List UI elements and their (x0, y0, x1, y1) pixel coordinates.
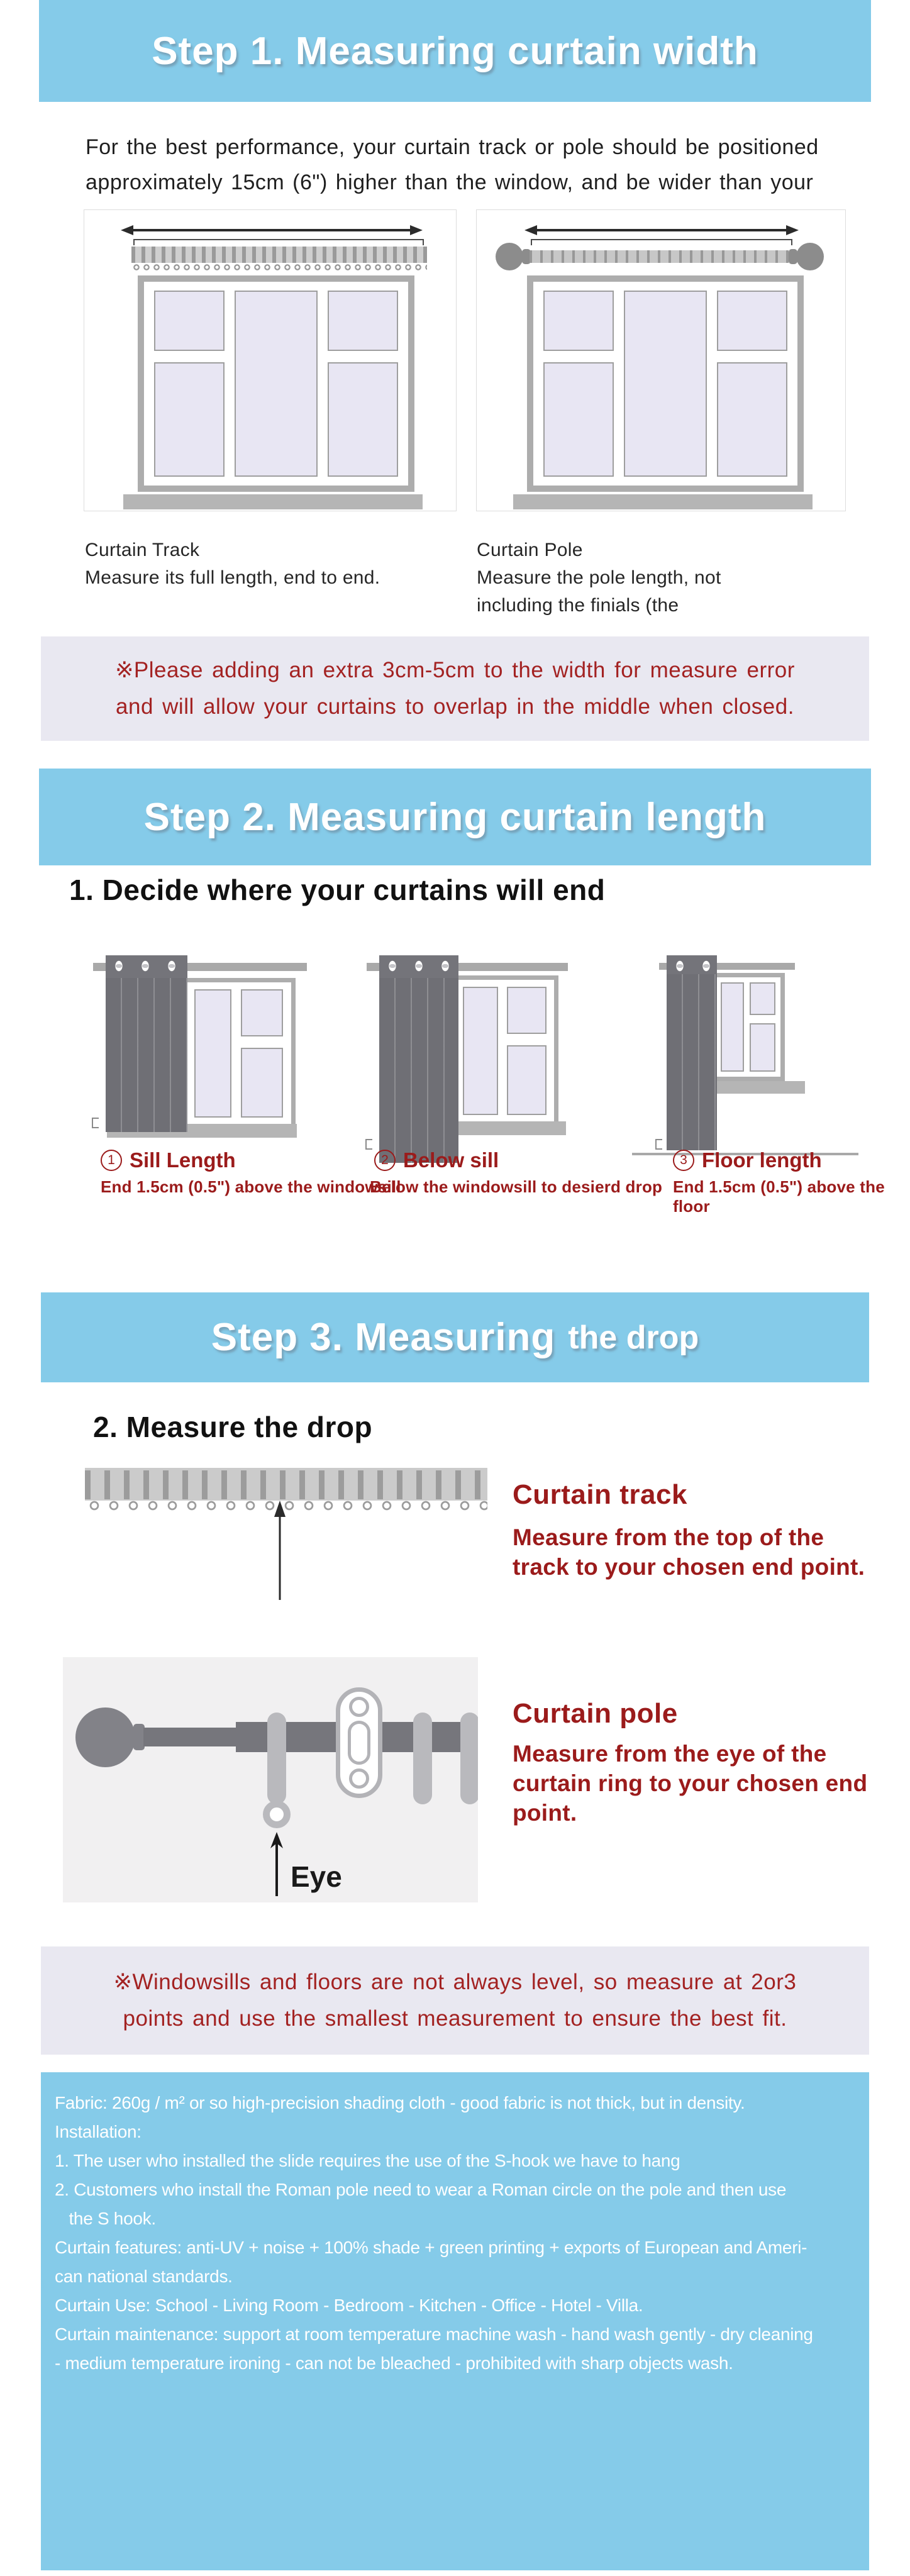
measure-bracket-icon (365, 1139, 372, 1150)
circle-number: 2 (374, 1150, 396, 1171)
curtain-track-diagram (84, 209, 457, 511)
window-pane (507, 987, 546, 1034)
pole-drop-diagram (63, 1657, 478, 1902)
curtain-pole-label: Curtain pole (513, 1698, 678, 1729)
width-arrow-icon (121, 224, 423, 236)
step3-heading: 2. Measure the drop (93, 1411, 373, 1443)
measure-bracket-icon (655, 1139, 662, 1150)
step1-banner-title: Step 1. Measuring curtain width (152, 29, 758, 73)
curtain-pole-diagram (476, 209, 846, 511)
footer-line: - medium temperature ironing - can not be bleached - prohibited with sharp objects wash. (55, 2353, 733, 2373)
length-option-sill (88, 953, 314, 1160)
footer-line: Curtain features: anti-UV + noise + 100% shade + green printing + exports of European and Ameri- (55, 2238, 807, 2257)
intro-line: approximately 15cm (6") higher than the window, and be wider than your (86, 170, 814, 194)
step3-banner-subtitle: the drop (568, 1319, 699, 1356)
footer-line: Curtain Use: School - Living Room - Bedroom - Kitchen - Office - Hotel - Villa. (55, 2296, 643, 2315)
window-pane (235, 291, 318, 477)
curtain-pole-desc-line: curtain ring to your chosen end (513, 1770, 868, 1796)
ring-eye-icon (263, 1801, 291, 1828)
curtain-track-desc-line: Measure from the top of the (513, 1524, 824, 1550)
up-arrow-icon (272, 1501, 287, 1601)
pole-caption-line: Measure the pole length, not (477, 567, 721, 588)
intro-line: For the best performance, your curtain track or pole should be positioned (86, 135, 819, 159)
intro-paragraph (86, 130, 872, 200)
footer-line: 1. The user who installed the slide requires the use of the S-hook we have to hang (55, 2151, 680, 2170)
option-title-text: Floor length (702, 1148, 822, 1172)
measure-line (133, 239, 424, 247)
window-graphic (138, 275, 414, 492)
option-desc: Below the windowsill to desierd drop (370, 1177, 663, 1196)
window-graphic-small (452, 975, 558, 1126)
window-pane (328, 291, 398, 351)
pole-finial-left (496, 243, 523, 270)
curtain-ring (460, 1713, 478, 1804)
window-pane (328, 362, 398, 477)
window-pane (543, 362, 614, 477)
option-desc: End 1.5cm (0.5") above the floor (673, 1177, 885, 1216)
step3-banner (41, 1292, 869, 1382)
grommet-strip (379, 955, 458, 978)
pole-finial (75, 1707, 135, 1767)
option-title (101, 1148, 236, 1172)
up-arrow-icon (269, 1832, 284, 1897)
footer-line: Fabric: 260g / m² or so high-precision shading cloth - good fabric is not thick, but in density. (55, 2093, 745, 2112)
curtain-pole-desc-line: point. (513, 1800, 577, 1826)
step3-banner-title: Step 3. Measuring (211, 1316, 556, 1359)
bracket-center (348, 1721, 370, 1765)
window-pane (717, 362, 787, 477)
windowsill (513, 494, 813, 509)
curtain-panel (379, 955, 458, 1163)
option-title-text: Below sill (403, 1148, 499, 1172)
option-title-text: Sill Length (130, 1148, 236, 1172)
curtain-track-label: Curtain track (513, 1479, 687, 1510)
windowsill (123, 494, 423, 509)
bracket-screw-icon (349, 1697, 369, 1717)
window-pane (154, 362, 225, 477)
step1-banner (39, 0, 871, 102)
measure-line (531, 239, 792, 247)
window-graphic-small (712, 973, 785, 1081)
tick (791, 239, 792, 245)
pole-finial-right (796, 243, 824, 270)
window-pane (463, 987, 498, 1114)
length-option-below-sill (362, 953, 594, 1167)
curtain-body (379, 978, 458, 1163)
option-title (673, 1148, 822, 1172)
level-note (41, 1946, 869, 2055)
window-pane (717, 291, 787, 351)
footer-line: can national standards. (55, 2267, 233, 2286)
step2-banner-title: Step 2. Measuring curtain length (143, 795, 767, 839)
length-option-floor (654, 953, 868, 1167)
curtain-ring (413, 1713, 432, 1804)
bracket-screw-icon (349, 1768, 369, 1789)
window-pane (543, 291, 614, 351)
track-gliders (85, 1470, 487, 1499)
window-pane (750, 1023, 775, 1072)
note-line: points and use the smallest measurement to ensure the best fit. (123, 2006, 787, 2031)
pole-caption-title: Curtain Pole (477, 540, 583, 560)
pole-caption-line: including the finials (the (477, 595, 679, 616)
note-line: ※Please adding an extra 3cm-5cm to the width for measure error (115, 658, 795, 682)
width-arrow-icon (524, 224, 799, 236)
window-pane (624, 291, 707, 477)
window-pane (721, 982, 744, 1072)
window-graphic (527, 275, 804, 492)
window-pane (241, 1048, 282, 1118)
curtain-track-desc-line: track to your chosen end point. (513, 1554, 865, 1580)
footer-line: Curtain maintenance: support at room temperature machine wash - hand wash gently - dry cleaning (55, 2324, 813, 2344)
note-line: and will allow your curtains to overlap in the middle when closed. (116, 694, 794, 719)
window-pane (750, 982, 775, 1015)
curtain-panel (667, 955, 717, 1150)
step2-heading: 1. Decide where your curtains will end (69, 874, 606, 906)
curtain-body (106, 978, 187, 1132)
window-graphic-small (182, 978, 296, 1129)
eye-label: Eye (291, 1860, 342, 1893)
step2-banner (39, 769, 871, 865)
track-rings (131, 263, 427, 272)
tick (423, 239, 424, 245)
grommet-strip (106, 955, 187, 978)
tick (133, 239, 135, 245)
track-caption-line: Measure its full length, end to end. (85, 567, 380, 588)
curtain-pole-graphic (530, 250, 789, 263)
footer-line: 2. Customers who install the Roman pole need to wear a Roman circle on the pole and then use (55, 2180, 787, 2199)
wall-bracket (336, 1687, 382, 1798)
circle-number: 1 (101, 1150, 122, 1171)
window-pane (241, 989, 282, 1036)
footer-line: the S hook. (55, 2209, 156, 2228)
window-pane (507, 1045, 546, 1115)
curtain-body (667, 974, 717, 1150)
footer-line: Installation: (55, 2122, 141, 2141)
curtain-pole-desc-line: Measure from the eye of the (513, 1741, 827, 1767)
circle-number: 3 (673, 1150, 694, 1171)
tick (531, 239, 532, 245)
grommet-strip (667, 955, 717, 974)
product-info-panel (41, 2072, 869, 2570)
measure-bracket-icon (92, 1118, 99, 1128)
curtain-ring (267, 1713, 286, 1804)
window-pane (194, 989, 232, 1117)
pole-thin-section (143, 1728, 238, 1746)
option-title (374, 1148, 499, 1172)
option-desc: End 1.5cm (0.5") above the windowsill (101, 1177, 401, 1196)
curtain-panel (106, 955, 187, 1132)
note-line: ※Windowsills and floors are not always level, so measure at 2or3 (113, 1970, 797, 1994)
width-note (41, 636, 869, 741)
window-pane (154, 291, 225, 351)
curtain-track-graphic (131, 247, 427, 263)
track-caption-title: Curtain Track (85, 540, 200, 560)
